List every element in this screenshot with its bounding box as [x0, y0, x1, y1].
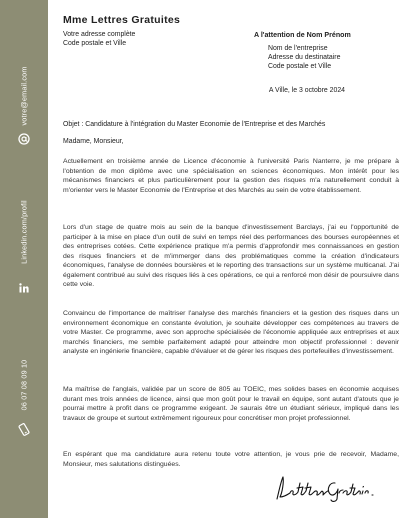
letter-body [48, 0, 400, 518]
recipient-city: Code postale et Ville [268, 63, 332, 70]
paragraph-2: Lors d'un stage de quatre mois au sein de la banque d'investissement Barclays, j'ai eu l'opportunité de participer à la mise en place d'un outil de suivi en temps réel des performances des bourses européennes et des entreprises cotées. Cette expérience pratique m'a permis d'approfondir mes connaissances en gestion des risques financiers et de m'immerger dans des problématiques comme la création d'indicateurs économiques, l'analyse de données boursières et le reporting des transactions sur un système multicanal. J'ai également contribué au suivi des risques liés à ces opérations, ce qui a renforcé mon désir de poursuivre dans cette voie. [63, 224, 399, 289]
sidebar-phone[interactable]: 06 07 08 09 10 [19, 359, 29, 411]
sender-address: Votre adresse complète [63, 31, 136, 38]
recipient-company: Nom de l'entreprise [268, 45, 328, 52]
paragraph-4: Ma maîtrise de l'anglais, validée par un score de 805 au TOEIC, mes solides bases en économie acquises durant mes trois années de licence, ainsi que mon goût pour le travail en équipe, sont autant d'atouts que je pourrai mettre à profit dans ce programme exigeant. Je saurais être un étudiant sérieux, impliqué dans les travaux de groupe et surtout extrêmement rigoureux pour concrétiser mon projet professionnel. [63, 386, 399, 422]
paragraph-3: Convaincu de l'importance de maîtriser l'analyse des marchés financiers et la gestion des risques dans un environnement économique en constante évolution, je souhaite développer ces compétences au travers de votre Master. Ce programme, avec son approche spécialisée de l'économie appliquée aux entreprises et aux marchés financiers, me semble parfaitement adapté pour atteindre mon objectif professionnel : devenir analyste en ingénierie financière, capable d'évaluer et de gérer les risques des portefeuilles d'investissement. [63, 310, 399, 356]
phone-icon [18, 423, 31, 441]
sidebar-email[interactable]: votre@email.com [19, 66, 29, 126]
recipient-attention: A l'attention de Nom Prénom [254, 31, 351, 39]
paragraph-5: En espérant que ma candidature aura retenu toute votre attention, je vous prie de recevoir, Madame, Monsieur, mes salutations distinguées. [63, 451, 399, 468]
sender-name: Mme Lettres Gratuites [63, 14, 181, 26]
at-icon [18, 132, 30, 150]
recipient-address: Adresse du destinataire [268, 54, 341, 61]
paragraph-1: Actuellement en troisième année de Licence d'économie à l'université Paris Nanterre, je me prépare à l'obtention de mon diplôme avec une spécialisation en sciences économiques. Mon intérêt pour les mécanismes financiers et plus particulièrement pour la gestion des risques m'a naturellement conduit à m'orienter vers le Master Economie de l'Entreprise et des Marchés au sein de votre établissement. [63, 158, 399, 194]
sidebar-linkedin[interactable]: Linkedin.com/profil [19, 200, 29, 264]
sender-city: Code postale et Ville [63, 40, 127, 47]
letter-date: A Ville, le 3 octobre 2024 [268, 87, 345, 94]
signature [273, 473, 383, 508]
letter-subject: Objet : Candidature à l'intégration du Master Economie de l'Entreprise et des Marchés [63, 121, 326, 128]
letter-salutation: Madame, Monsieur, [63, 138, 124, 145]
sidebar [0, 0, 48, 518]
linkedin-icon [19, 280, 29, 298]
